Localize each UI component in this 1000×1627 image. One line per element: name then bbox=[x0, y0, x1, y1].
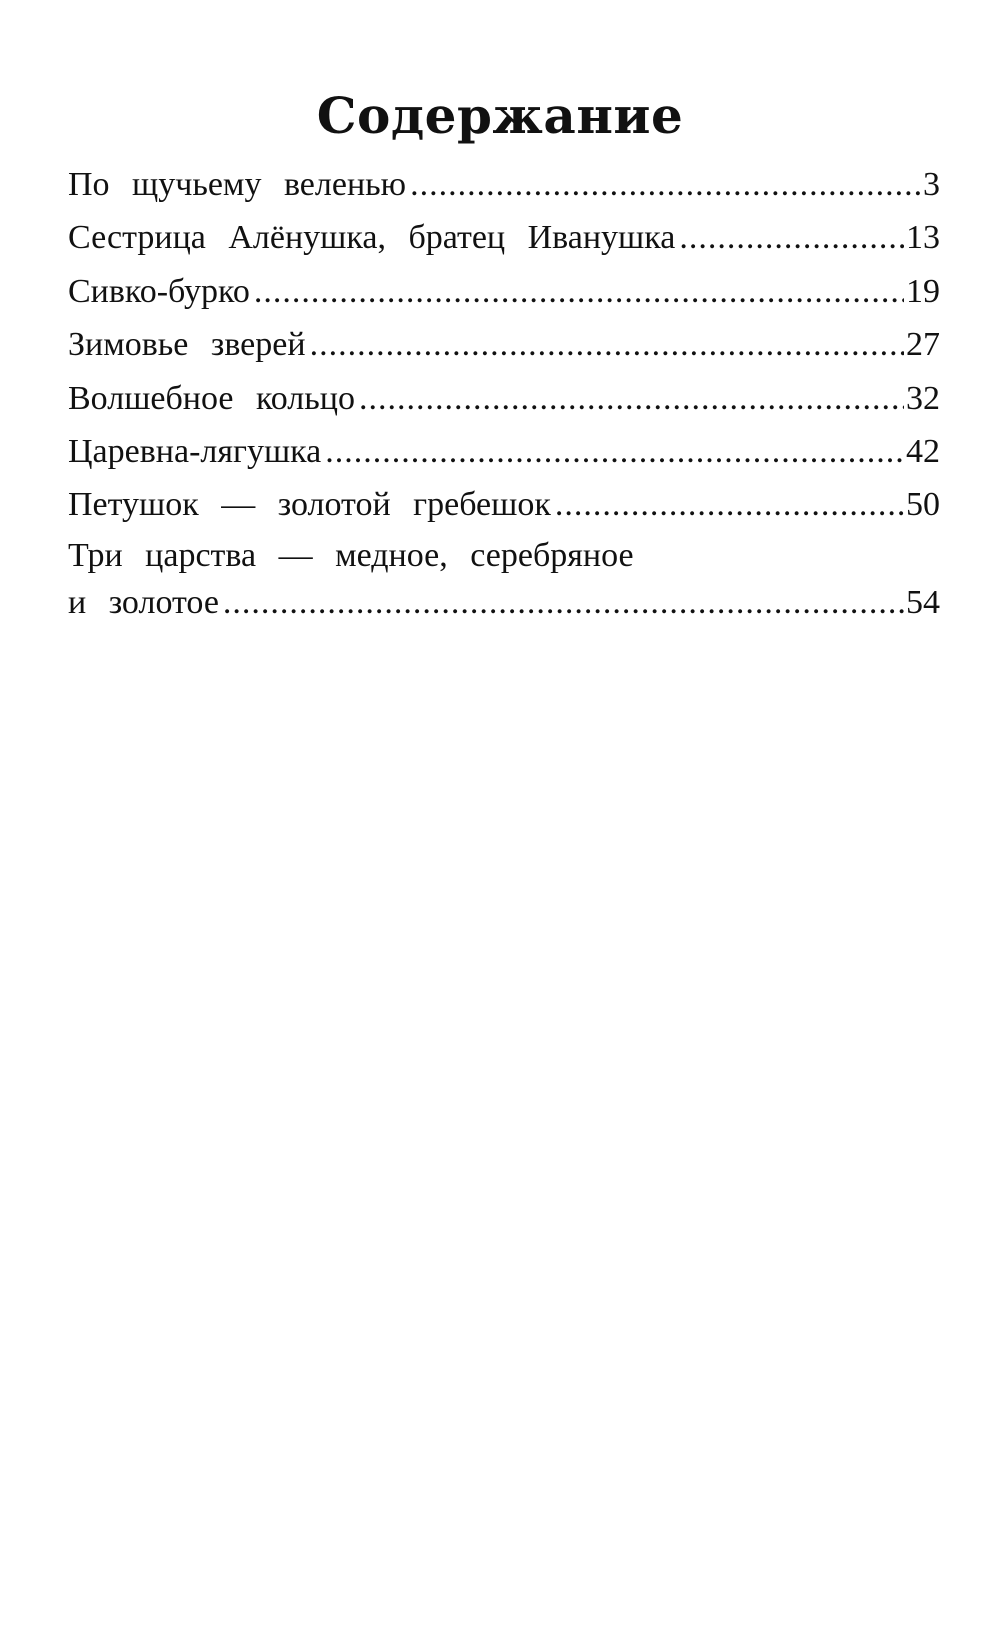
toc-entry-line2 bbox=[68, 579, 940, 626]
toc-entry-title-line1: Три царства — медное, серебряное bbox=[68, 536, 634, 574]
table-of-contents bbox=[68, 158, 940, 626]
toc-leader-dots bbox=[310, 318, 904, 371]
toc-entry-page: 3 bbox=[923, 166, 940, 203]
toc-leader-dots bbox=[325, 425, 904, 478]
toc-entry-title: Зимовье зверей bbox=[68, 326, 306, 364]
toc-entry-page: 42 bbox=[906, 432, 940, 470]
toc-entry bbox=[68, 425, 940, 478]
toc-entry-multiline bbox=[68, 532, 940, 626]
toc-entry-title: По щучьему веленью bbox=[68, 166, 407, 203]
toc-entry-page: 50 bbox=[906, 486, 940, 524]
toc-entry-title: Петушок — золотой гребешок bbox=[68, 486, 551, 524]
toc-entry-title-line2: и золотое bbox=[68, 583, 219, 621]
toc-entry-page: 19 bbox=[906, 272, 940, 310]
toc-entry-page: 13 bbox=[906, 219, 940, 257]
toc-leader-dots bbox=[555, 478, 904, 531]
toc-leader-dots bbox=[223, 579, 904, 626]
toc-entry-page: 32 bbox=[906, 379, 940, 417]
toc-entry-page: 54 bbox=[906, 583, 940, 621]
toc-entry bbox=[68, 158, 940, 211]
toc-entry-title: Сивко-бурко bbox=[68, 272, 250, 310]
toc-entry bbox=[68, 211, 940, 264]
page-title: Содержание bbox=[316, 86, 684, 145]
toc-entry bbox=[68, 372, 940, 425]
toc-entry-page: 27 bbox=[906, 326, 940, 364]
toc-leader-dots bbox=[254, 265, 904, 318]
toc-entry bbox=[68, 478, 940, 531]
toc-entry-title: Волшебное кольцо bbox=[68, 379, 355, 417]
toc-entry bbox=[68, 265, 940, 318]
toc-leader-dots bbox=[359, 372, 904, 425]
toc-entry-title: Сестрица Алёнушка, братец Иванушка bbox=[68, 219, 676, 257]
toc-leader-dots bbox=[410, 158, 921, 211]
toc-entry bbox=[68, 318, 940, 371]
toc-entry-title: Царевна-лягушка bbox=[68, 432, 322, 470]
toc-leader-dots bbox=[679, 211, 904, 264]
